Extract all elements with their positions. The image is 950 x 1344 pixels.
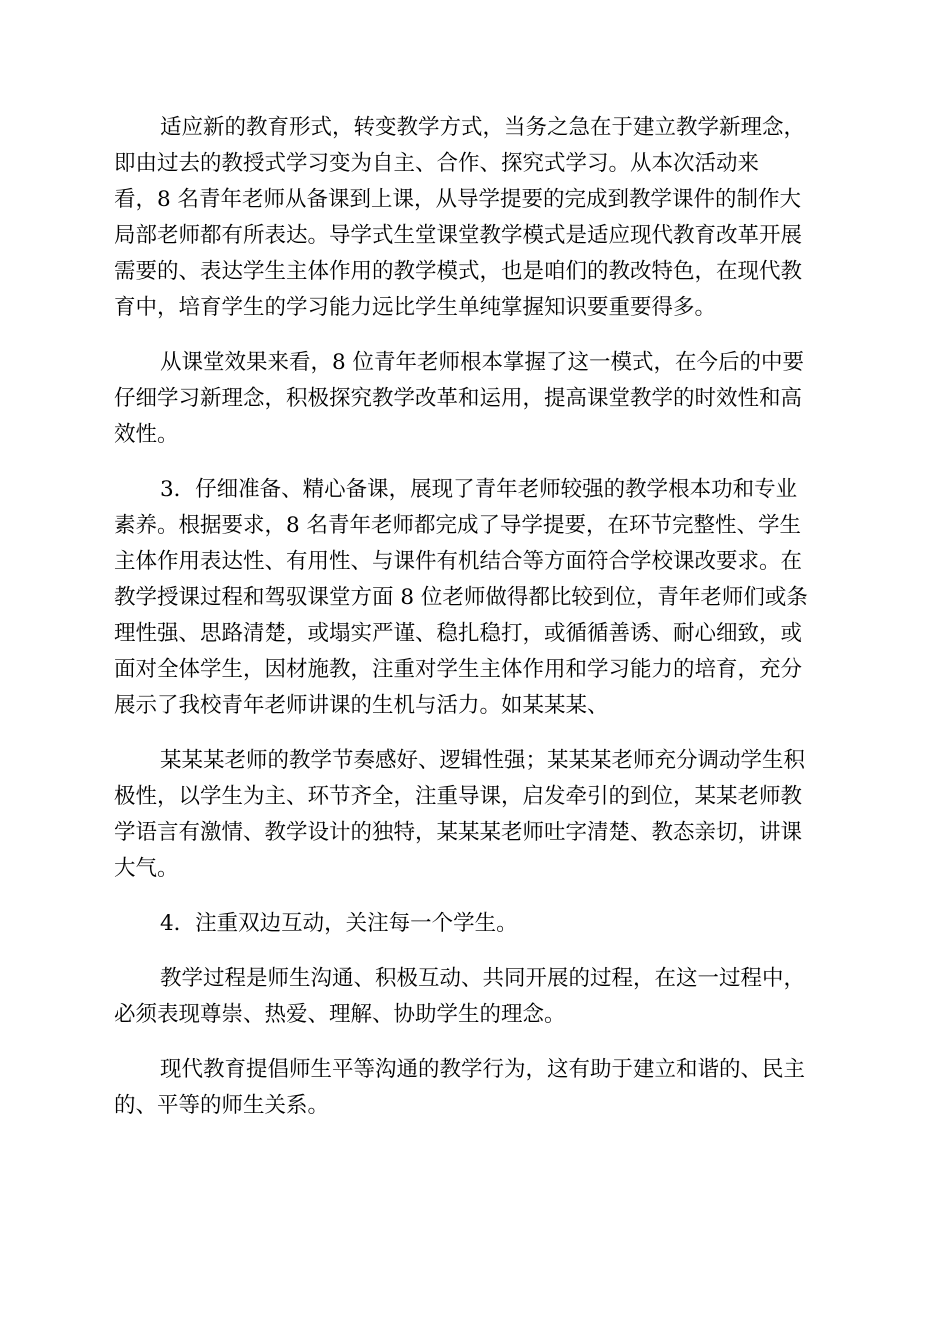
text-line: 现代教育提倡师生平等沟通的教学行为，这有助于建立和谐的、民主: [160, 1057, 806, 1082]
text-line: 即由过去的教授式学习变为自主、合作、探究式学习。从本次活动来: [114, 151, 760, 176]
paragraph-teacher-examples: [114, 743, 834, 887]
text-line: 面对全体学生，因材施教，注重对学生主体作用和学习能力的培育，充分: [114, 657, 803, 682]
text-line: 学语言有激情、教学设计的独特，某某某老师吐字清楚、教态亲切，讲课: [114, 820, 803, 845]
text-line: 仔细学习新理念，积极探究教学改革和运用，提高课堂教学的时效性和高: [114, 386, 803, 411]
text-line: 4．注重双边互动，关注每一个学生。: [160, 911, 518, 936]
text-line: 看，8 名青年老师从备课到上课，从导学提要的完成到教学课件的制作大: [114, 187, 802, 212]
text-line: 理性强、思路清楚，或塌实严谨、稳扎稳打，或循循善诱、耐心细致，或: [114, 621, 803, 646]
text-line: 主体作用表达性、有用性、与课件有机结合等方面符合学校课改要求。在: [114, 549, 803, 574]
paragraph-modern-education: [114, 1052, 834, 1124]
text-line: 效性。: [114, 422, 179, 447]
text-line: 素养。根据要求，8 名青年老师都完成了导学提要，在环节完整性、学生: [114, 513, 802, 538]
text-line: 需要的、表达学生主体作用的教学模式，也是咱们的教改特色，在现代教: [114, 259, 803, 284]
text-line: 育中，培育学生的学习能力远比学生单纯掌握知识要重要得多。: [114, 295, 717, 320]
text-line: 局部老师都有所表达。导学式生堂课堂教学模式是适应现代教育改革开展: [114, 223, 803, 248]
text-line: 必须表现尊崇、热爱、理解、协助学生的理念。: [114, 1002, 566, 1027]
text-line: 教学授课过程和驾驭课堂方面 8 位老师做得都比较到位，青年老师们或条: [114, 585, 808, 610]
text-line: 教学过程是师生沟通、积极互动、共同开展的过程，在这一过程中，: [160, 966, 806, 991]
text-line: 极性，以学生为主、环节齐全，注重导课，启发牵引的到位，某某老师教: [114, 784, 803, 809]
text-line: 从课堂效果来看，8 位青年老师根本掌握了这一模式，在今后的中要: [160, 350, 805, 375]
document-body: [114, 110, 834, 1143]
text-line: 的、平等的师生关系。: [114, 1093, 330, 1118]
text-line: 大气。: [114, 856, 179, 881]
text-line: 适应新的教育形式，转变教学方式，当务之急在于建立教学新理念，: [160, 115, 806, 140]
paragraph-section-3: [114, 472, 834, 724]
text-line: 某某某老师的教学节奏感好、逻辑性强；某某某老师充分调动学生积: [160, 748, 806, 773]
paragraph-teaching-process: [114, 961, 834, 1033]
paragraph-section-4-heading: [114, 906, 834, 942]
text-line: 展示了我校青年老师讲课的生机与活力。如某某某、: [114, 693, 609, 718]
paragraph-classroom-effect: [114, 345, 834, 453]
text-line: 3．仔细准备、精心备课，展现了青年老师较强的教学根本功和专业: [160, 477, 798, 502]
paragraph-teaching-concept: [114, 110, 834, 326]
